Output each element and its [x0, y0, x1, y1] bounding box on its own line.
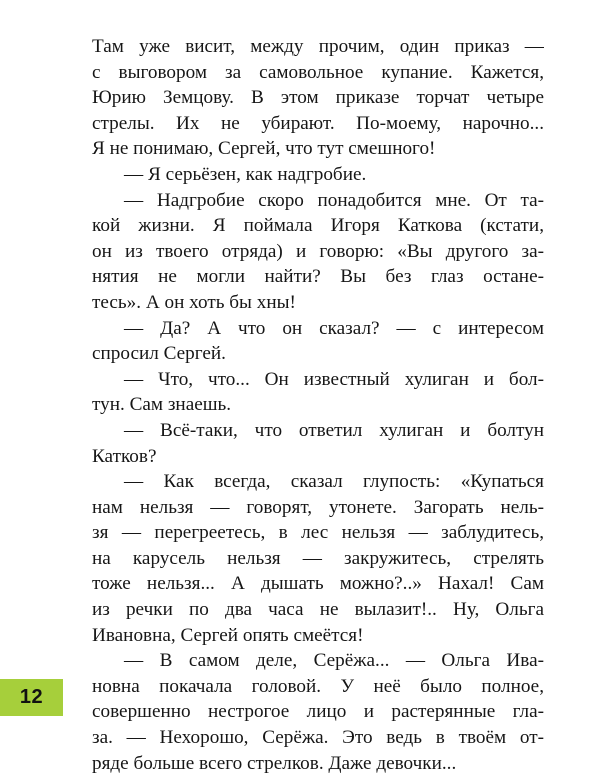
text-line: зя — перегреетесь, в лес нельзя — заблудитесь,: [92, 522, 544, 544]
text-line: тесь». А он хоть бы хны!: [92, 291, 296, 313]
text-line: Там уже висит, между прочим, один приказ —: [92, 36, 544, 57]
text-line: — В самом деле, Серёжа... — Ольга Ива-: [124, 650, 544, 672]
text-line: Я не понимаю, Сергей, что тут смешного!: [92, 138, 436, 160]
text-line: на карусель нельзя — закружитесь, стрелять: [92, 547, 544, 569]
text-line: за. — Нехорошо, Серёжа. Это ведь в твоём от-: [92, 727, 544, 749]
text-line: — Я серьёзен, как надгробие.: [124, 163, 367, 185]
page-text: [92, 34, 544, 776]
text-line: из речки по два часа не вылазит!.. Ну, Ольга: [92, 599, 544, 621]
text-line: — Да? А что он сказал? — с интересом: [124, 317, 544, 339]
page-number-badge: [0, 679, 63, 716]
text-line: он из твоего отряда) и говорю: «Вы другого за-: [92, 240, 544, 262]
text-line: ряде больше всего стрелков. Даже девочки...: [92, 752, 457, 774]
text-line: кой жизни. Я поймала Игоря Каткова (кстати,: [92, 215, 544, 237]
text-line: тоже нельзя... А дышать можно?..» Нахал! Сам: [92, 573, 544, 595]
text-line: — Как всегда, сказал глупость: «Купаться: [124, 471, 544, 493]
text-line: Ивановна, Сергей опять смеётся!: [92, 624, 364, 646]
text-line: новна покачала головой. У неё было полное,: [92, 675, 544, 697]
text-line: нам нельзя — говорят, утонете. Загорать нель-: [92, 496, 544, 518]
text-line: — Надгробие скоро понадобится мне. От та-: [124, 189, 544, 211]
text-line: с выговором за самовольное купание. Кажется,: [92, 61, 544, 83]
text-line: спросил Сергей.: [92, 343, 226, 365]
text-line: нятия не могли найти? Вы без глаз остане-: [92, 266, 544, 288]
text-line: — Всё-таки, что ответил хулиган и болтун: [124, 419, 544, 441]
page-number: 12: [19, 686, 44, 708]
text-line: тун. Сам знаешь.: [92, 394, 232, 416]
text-line: совершенно нестрогое лицо и растерянные гла-: [92, 701, 544, 723]
text-line: Катков?: [92, 445, 157, 467]
text-line: — Что, что... Он известный хулиган и бол-: [124, 368, 544, 390]
text-line: стрелы. Их не убирают. По-моему, нарочно...: [92, 112, 544, 134]
text-line: Юрию Земцову. В этом приказе торчат четыре: [92, 87, 544, 109]
